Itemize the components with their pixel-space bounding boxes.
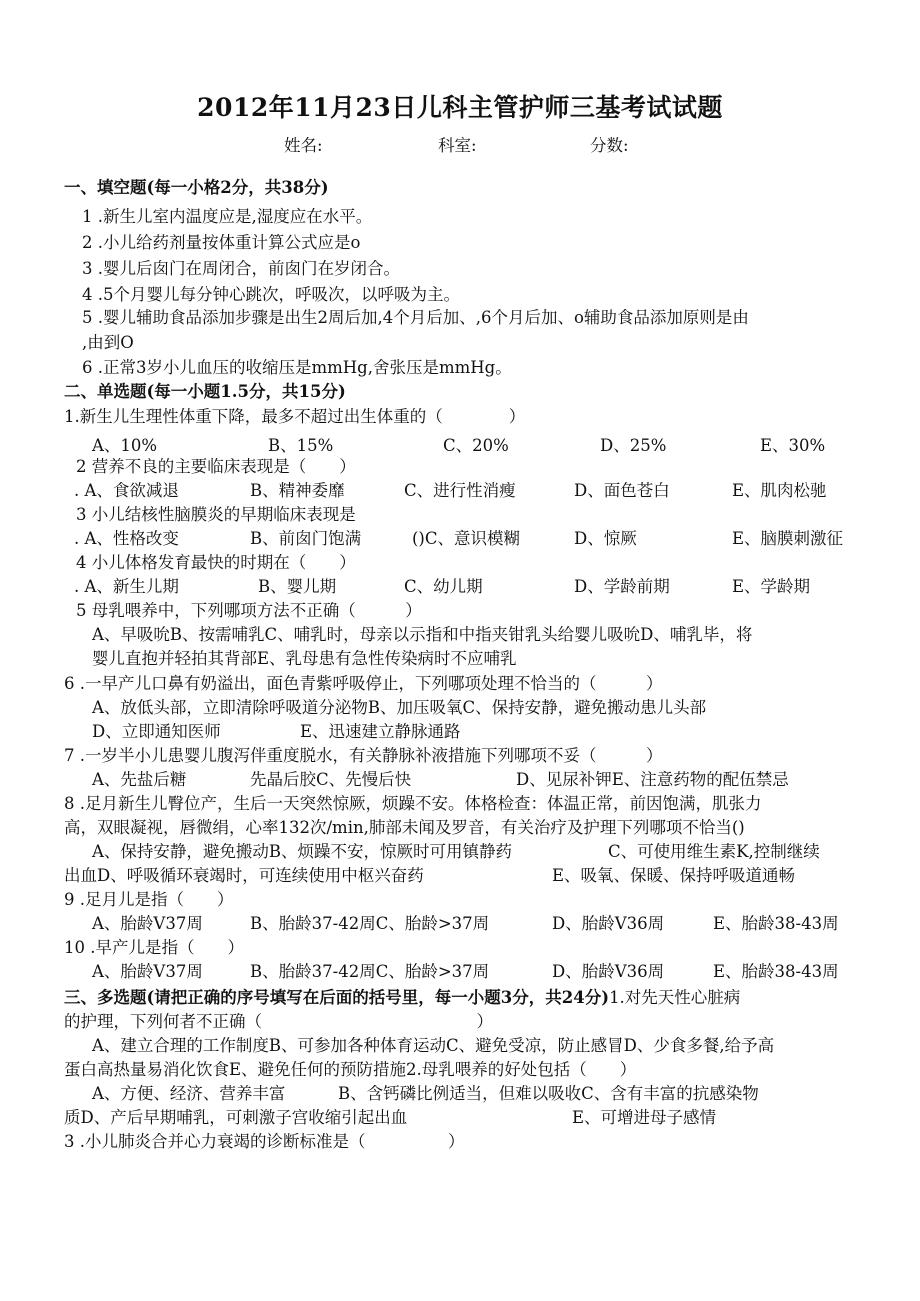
fill-question-4: 4 .5个月婴儿每分钟心跳次，呼吸次，以呼吸为主。	[82, 285, 460, 304]
fill-question-5: 5 .婴儿辅助食品添加步骤是出生2周后加,4个月后加、,6个月后加、o辅助食品添加原则是由	[82, 308, 749, 327]
single-question-6: 6 .一早产儿口鼻有奶溢出，面色青紫呼吸停止，下列哪项处理不恰当的（ ）	[64, 674, 663, 693]
fill-question-5-cont: ,由到O	[82, 333, 134, 352]
fill-question-6: 6 .正常3岁小儿血压的收缩压是mmHg,舍张压是mmHg。	[82, 358, 512, 377]
option: E、胎龄38-43周	[713, 914, 839, 933]
option: A、先盐后糖	[92, 770, 187, 789]
multi-question-1: 1.对先天性心脏病	[609, 988, 741, 1007]
dept-label: 科室:	[438, 136, 477, 155]
option: A、方便、经济、营养丰富	[92, 1084, 286, 1103]
option: B、胎龄37-42周C、胎龄>37周	[250, 914, 490, 933]
single-question-7: 7 .一岁半小儿患婴儿腹泻伴重度脱水，有关静脉补液措施下列哪项不妥（ ）	[64, 746, 663, 765]
single-question-1: 1.新生儿生理性体重下降，最多不超过出生体重的（ ）	[64, 407, 526, 426]
option: E、学龄期	[732, 577, 811, 596]
name-label: 姓名:	[284, 136, 323, 155]
option: E、可增进母子感情	[572, 1108, 717, 1127]
single-question-6-options: A、放低头部，立即清除呼吸道分泌物B、加压吸氧C、保持安静，避免搬动患儿头部	[92, 698, 707, 717]
option: B、精神委靡	[250, 481, 345, 500]
score-label: 分数:	[590, 136, 629, 155]
option: D、见尿补钾E、注意药物的配伍禁忌	[516, 770, 789, 789]
single-question-8: 8 .足月新生儿臀位产，生后一天突然惊厥，烦躁不安。体格检查：体温正常，前因饱满，肌张力	[64, 794, 762, 813]
option: D、胎龄V36周	[552, 962, 665, 981]
fill-question-3: 3 .婴儿后囱门在周闭合，前囱门在岁闭合。	[82, 259, 400, 278]
option: B、胎龄37-42周C、胎龄>37周	[250, 962, 490, 981]
single-question-4: 4 小儿体格发育最快的时期在（ ）	[76, 553, 356, 572]
single-question-10: 10 .早产儿是指（ ）	[64, 938, 244, 957]
section-multi-choice-heading: 三、多选题(请把正确的序号填写在后面的括号里，每一小题3分，共24分)	[64, 988, 610, 1007]
multi-question-3: 3 .小儿肺炎合并心力衰竭的诊断标准是（ ）	[64, 1132, 465, 1151]
option: . A、性格改变	[74, 529, 179, 548]
section-single-choice-heading: 二、单选题(每一小题1.5分，共15分)	[64, 382, 346, 401]
single-question-5: 5 母乳喂养中，下列哪项方法不正确（ ）	[76, 601, 422, 620]
option: A、保持安静，避免搬动B、烦躁不安，惊厥时可用镇静药	[92, 842, 513, 861]
option: B、15%	[268, 436, 334, 455]
option: B、含钙磷比例适当，但难以吸收C、含有丰富的抗感染物	[338, 1084, 759, 1103]
option: E、30%	[760, 436, 826, 455]
fill-question-2: 2 .小儿给药剂量按体重计算公式应是o	[82, 233, 361, 252]
section-fill-blank-heading: 一、填空题(每一小格2分，共38分)	[64, 178, 329, 197]
single-question-5-options-cont: 婴儿直抱并轻拍其背部E、乳母患有急性传染病时不应哺乳	[92, 649, 517, 668]
multi-question-2: 蛋白高热量易消化饮食E、避免任何的预防措施2.母乳喂养的好处包括（ ）	[64, 1060, 637, 1079]
option: . A、食欲减退	[74, 481, 179, 500]
option: D、惊厥	[574, 529, 637, 548]
option: E、肌肉松驰	[732, 481, 827, 500]
section-multi-choice-line	[64, 986, 740, 1010]
option: A、10%	[92, 436, 158, 455]
multi-question-1-options: A、建立合理的工作制度B、可参加各种体育运动C、避免受凉，防止感冒D、少食多餐,给予高	[92, 1036, 775, 1055]
multi-question-1-cont: 的护理，下列何者不正确（ ）	[64, 1012, 493, 1031]
option: D、立即通知医师	[92, 722, 221, 741]
option: 先晶后胶C、先慢后快	[250, 770, 412, 789]
option: D、学龄前期	[574, 577, 670, 596]
option: A、胎龄V37周	[92, 962, 203, 981]
single-question-8-cont: 高，双眼凝视，唇微绢，心率132次/min,肺部未闻及罗音，有关治疗及护理下列哪项不恰当()	[64, 818, 745, 837]
option: A、胎龄V37周	[92, 914, 203, 933]
single-question-2: 2 营养不良的主要临床表现是（ ）	[76, 457, 356, 476]
option: D、面色苍白	[574, 481, 670, 500]
fill-question-1: 1 .新生儿室内温度应是,湿度应在水平。	[82, 207, 373, 226]
option: E、脑膜刺激征	[732, 529, 844, 548]
option: 出血D、呼吸循环衰竭时，可连续使用中枢兴奋药	[64, 866, 424, 885]
option: ()C、意识模糊	[412, 529, 520, 548]
option: 质D、产后早期哺乳，可刺激子宫收缩引起出血	[64, 1108, 408, 1127]
page-title: 2012年11月23日儿科主管护师三基考试试题	[197, 93, 723, 122]
single-question-5-options: A、早吸吮B、按需哺乳C、哺乳时，母亲以示指和中指夹钳乳头给婴儿吸吮D、哺乳毕，将	[92, 625, 753, 644]
option: E、吸氧、保暖、保持呼吸道通畅	[552, 866, 796, 885]
option: . A、新生儿期	[74, 577, 179, 596]
option: C、可使用维生素K,控制继续	[608, 842, 820, 861]
option: C、20%	[443, 436, 509, 455]
single-question-3: 3 小儿结核性脑膜炎的早期临床表现是	[76, 505, 356, 524]
option: B、前囱门饱满	[250, 529, 362, 548]
option: D、胎龄V36周	[552, 914, 665, 933]
option: E、胎龄38-43周	[713, 962, 839, 981]
option: B、婴儿期	[258, 577, 337, 596]
option: C、进行性消瘦	[404, 481, 516, 500]
option: E、迅速建立静脉通路	[300, 722, 461, 741]
option: C、幼儿期	[404, 577, 483, 596]
single-question-9: 9 .足月儿是指（ ）	[64, 890, 234, 909]
option: D、25%	[600, 436, 667, 455]
